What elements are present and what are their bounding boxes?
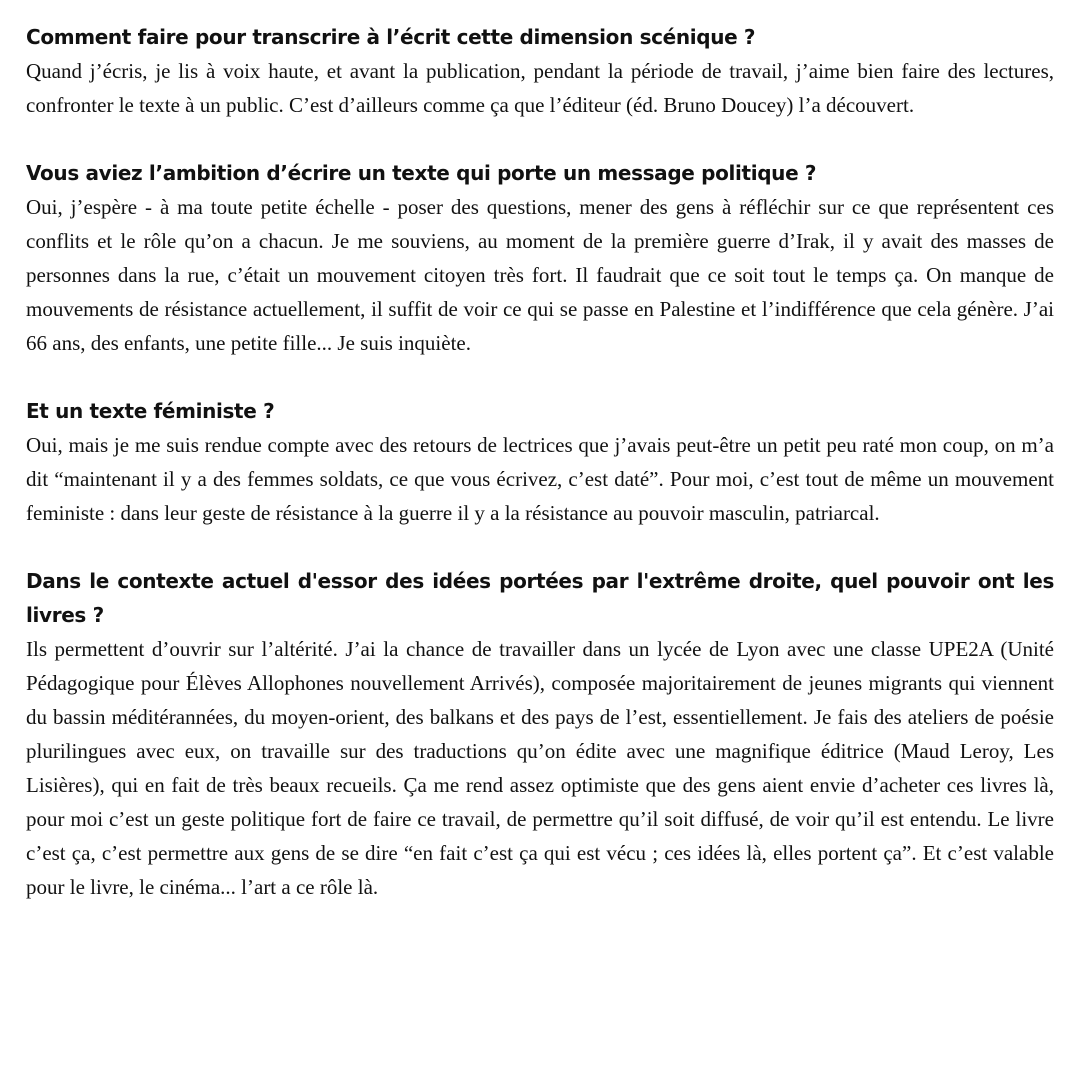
question-heading: Et un texte féministe ?	[26, 399, 275, 423]
question-heading: Dans le contexte actuel d'essor des idées portées par l'extrême droite, quel pouvoir ont les livres ?	[26, 569, 1054, 627]
question-heading: Comment faire pour transcrire à l’écrit cette dimension scénique ?	[26, 25, 756, 49]
qa-block-3	[26, 394, 1054, 530]
question-heading: Vous aviez l’ambition d’écrire un texte qui porte un message politique ?	[26, 161, 817, 185]
answer-paragraph: Quand j’écris, je lis à voix haute, et avant la publication, pendant la période de travail, j’aime bien faire des lectures, confronter le texte à un public. C’est d’ailleurs comme ça que l’éditeur (éd. Bruno Doucey) l’a découvert.	[26, 59, 1054, 117]
answer-paragraph: Oui, mais je me suis rendue compte avec des retours de lectrices que j’avais peut-être un petit peu raté mon coup, on m’a dit “maintenant il y a des femmes soldats, ce que vous écrivez, c’est daté”. Pour moi, c’est tout de même un mouvement feministe : dans leur geste de résistance à la guerre il y a la résistance au pouvoir masculin, patriarcal.	[26, 433, 1054, 525]
qa-block-2	[26, 156, 1054, 360]
interview-article	[26, 20, 1054, 938]
answer-paragraph: Ils permettent d’ouvrir sur l’altérité. J’ai la chance de travailler dans un lycée de Lyon avec une classe UPE2A (Unité Pédagogique pour Élèves Allophones nouvellement Arrivés), composée majoritairement de jeunes migrants qui viennent du bassin méditérannées, du moyen-orient, des balkans et des pays de l’est, essentiellement. Je fais des ateliers de poésie plurilingues avec eux, on travaille sur des traductions qu’on édite avec une magnifique éditrice (Maud Leroy, Les Lisières), qui en fait de très beaux recueils. Ça me rend assez optimiste que des gens aient envie d’acheter ces livres là, pour moi c’est un geste politique fort de faire ce travail, de permettre qu’il soit diffusé, de voir qu’il est entendu. Le livre c’est ça, c’est permettre aux gens de se dire “en fait c’est ça qui est vécu ; ces idées là, elles portent ça”. Et c’est valable pour le livre, le cinéma... l’art a ce rôle là.	[26, 637, 1054, 899]
answer-paragraph: Oui, j’espère - à ma toute petite échelle - poser des questions, mener des gens à réfléchir sur ce que représentent ces conflits et le rôle qu’on a chacun. Je me souviens, au moment de la première guerre d’Irak, il y avait des masses de personnes dans la rue, c’était un mouvement citoyen très fort. Il faudrait que ce soit tout le temps ça. On manque de mouvements de résistance actuellement, il suffit de voir ce qui se passe en Palestine et l’indifférence que cela génère. J’ai 66 ans, des enfants, une petite fille... Je suis inquiète.	[26, 195, 1054, 355]
qa-block-4	[26, 564, 1054, 904]
qa-block-1	[26, 20, 1054, 122]
